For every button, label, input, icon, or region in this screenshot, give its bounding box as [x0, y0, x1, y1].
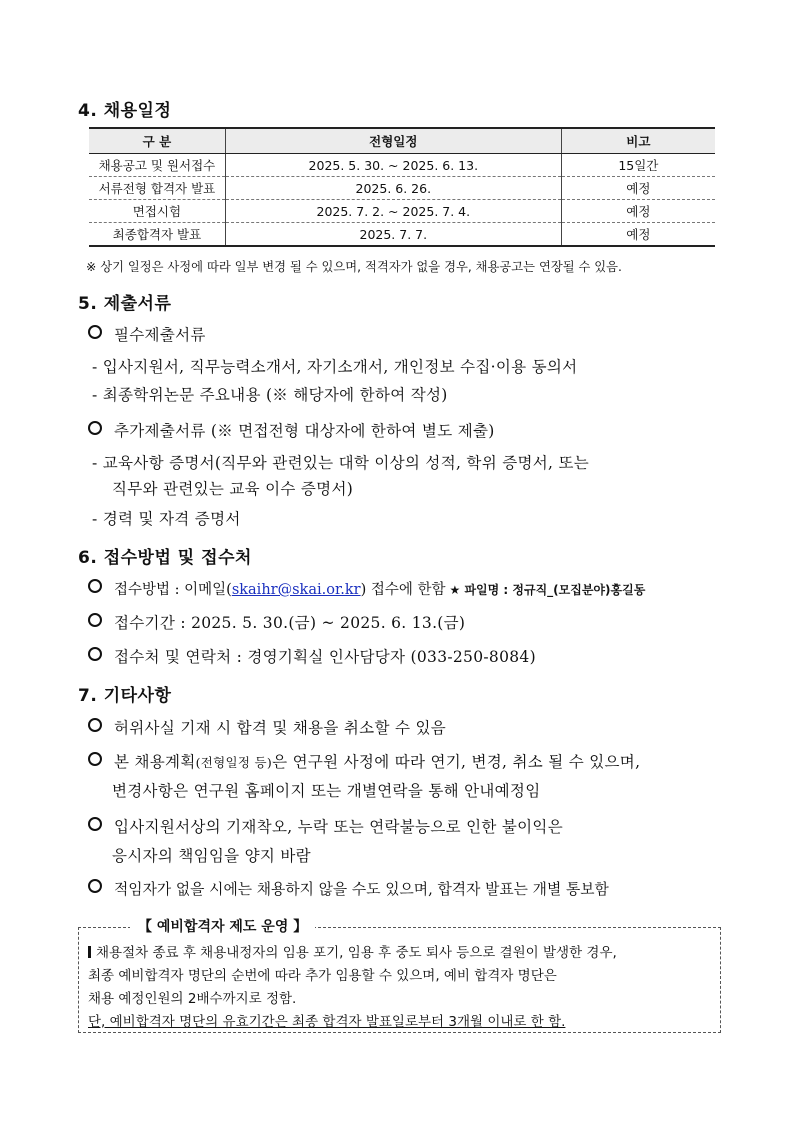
table-header-row — [89, 128, 715, 154]
list-item: - 최종학위논문 주요내용 (※ 해당자에 한하여 작성) — [92, 386, 448, 404]
additional-docs-title — [88, 419, 495, 441]
header-schedule: 전형일정 — [225, 128, 561, 154]
reserve-line: 채용 예정인원의 2배수까지로 정함. — [88, 991, 297, 1007]
table-row — [89, 177, 715, 200]
etc-item-text: 입사지원서상의 기재착오, 누락 또는 연락불능으로 인한 불이익은 — [114, 818, 563, 836]
etc-item-text: 허위사실 기재 시 합격 및 채용을 취소할 수 있음 — [114, 719, 447, 737]
row-remarks: 예정 — [561, 200, 715, 223]
row-schedule: 2025. 7. 7. — [225, 223, 561, 247]
row-remarks: 예정 — [561, 223, 715, 247]
circle-bullet-icon — [88, 325, 102, 339]
row-schedule: 2025. 5. 30. ~ 2025. 6. 13. — [225, 154, 561, 177]
required-docs-title — [88, 323, 206, 345]
contact-label: 접수처 및 연락처 : 경영기획실 인사담당자 (033-250-8084) — [114, 648, 536, 666]
file-name-rule: ★ 파일명 : 정규직_(모집분야)홍길동 — [449, 583, 646, 597]
bar-bullet-icon — [88, 946, 91, 958]
etc-item-continuation: 응시자의 책임임을 양지 바람 — [112, 847, 311, 865]
method-prefix: 접수방법 : 이메일( — [114, 582, 232, 598]
circle-bullet-icon — [88, 613, 102, 627]
application-contact — [88, 645, 536, 667]
row-category: 최종합격자 발표 — [89, 223, 225, 247]
email-link[interactable]: skaihr@skai.or.kr — [231, 582, 361, 598]
table-row — [89, 223, 715, 247]
header-category: 구 분 — [89, 128, 225, 154]
row-schedule: 2025. 7. 2. ~ 2025. 7. 4. — [225, 200, 561, 223]
reserve-line — [88, 941, 617, 961]
list-item: - 교육사항 증명서(직무와 관련있는 대학 이상의 성적, 학위 증명서, 또는 — [92, 454, 590, 472]
method-suffix: ) 접수에 한함 — [360, 582, 446, 598]
row-remarks: 예정 — [561, 177, 715, 200]
etc-item-text: 본 채용계획 — [114, 753, 196, 771]
section-5-heading: 5. 제출서류 — [78, 294, 172, 314]
period-label: 접수기간 : 2025. 5. 30.(금) ~ 2025. 6. 13.(금) — [114, 614, 466, 632]
circle-bullet-icon — [88, 579, 102, 593]
additional-docs-label: 추가제출서류 (※ 면접전형 대상자에 한하여 별도 제출) — [114, 422, 495, 440]
circle-bullet-icon — [88, 752, 102, 766]
circle-bullet-icon — [88, 817, 102, 831]
section-7-heading: 7. 기타사항 — [78, 686, 172, 706]
etc-item — [88, 750, 640, 772]
application-period — [88, 611, 465, 633]
etc-item-continuation: 변경사항은 연구원 홈페이지 또는 개별연락을 통해 안내예정임 — [112, 782, 541, 800]
etc-item — [88, 878, 609, 899]
etc-item-text: 은 연구원 사정에 따라 연기, 변경, 취소 될 수 있으며, — [272, 753, 641, 771]
required-docs-label: 필수제출서류 — [114, 326, 206, 344]
reserve-notice-title: 【 예비합격자 제도 운영 】 — [130, 916, 315, 936]
schedule-table — [89, 127, 715, 247]
reserve-line-text: 채용절차 종료 후 채용내정자의 임용 포기, 임용 후 중도 퇴사 등으로 결원이 발생한 경우, — [96, 945, 617, 961]
row-category: 채용공고 및 원서접수 — [89, 154, 225, 177]
section-6-heading: 6. 접수방법 및 접수처 — [78, 548, 252, 568]
etc-item-small-text: (전형일정 등) — [195, 755, 273, 770]
table-row — [89, 200, 715, 223]
reserve-line: 최종 예비합격자 명단의 순번에 따라 추가 임용할 수 있으며, 예비 합격자 명단은 — [88, 968, 557, 984]
etc-item — [88, 815, 563, 837]
circle-bullet-icon — [88, 647, 102, 661]
table-row — [89, 154, 715, 177]
circle-bullet-icon — [88, 879, 102, 893]
list-item-continuation: 직무와 관련있는 교육 이수 증명서) — [112, 480, 354, 498]
schedule-note: ※ 상기 일정은 사정에 따라 일부 변경 될 수 있으며, 적격자가 없을 경우, 채용공고는 연장될 수 있음. — [86, 260, 622, 274]
row-schedule: 2025. 6. 26. — [225, 177, 561, 200]
etc-item — [88, 716, 446, 738]
row-remarks: 15일간 — [561, 154, 715, 177]
list-item: - 경력 및 자격 증명서 — [92, 510, 241, 528]
circle-bullet-icon — [88, 421, 102, 435]
reserve-line-underlined: 단, 예비합격자 명단의 유효기간은 최종 합격자 발표일로부터 3개월 이내로 한 함. — [88, 1014, 566, 1030]
list-item: - 입사지원서, 직무능력소개서, 자기소개서, 개인정보 수집·이용 동의서 — [92, 358, 578, 376]
application-method — [88, 578, 645, 599]
header-remarks: 비고 — [561, 128, 715, 154]
circle-bullet-icon — [88, 718, 102, 732]
etc-item-text: 적임자가 없을 시에는 채용하지 않을 수도 있으며, 합격자 발표는 개별 통보함 — [114, 881, 609, 898]
row-category: 서류전형 합격자 발표 — [89, 177, 225, 200]
section-4-heading: 4. 채용일정 — [78, 101, 172, 121]
row-category: 면접시험 — [89, 200, 225, 223]
